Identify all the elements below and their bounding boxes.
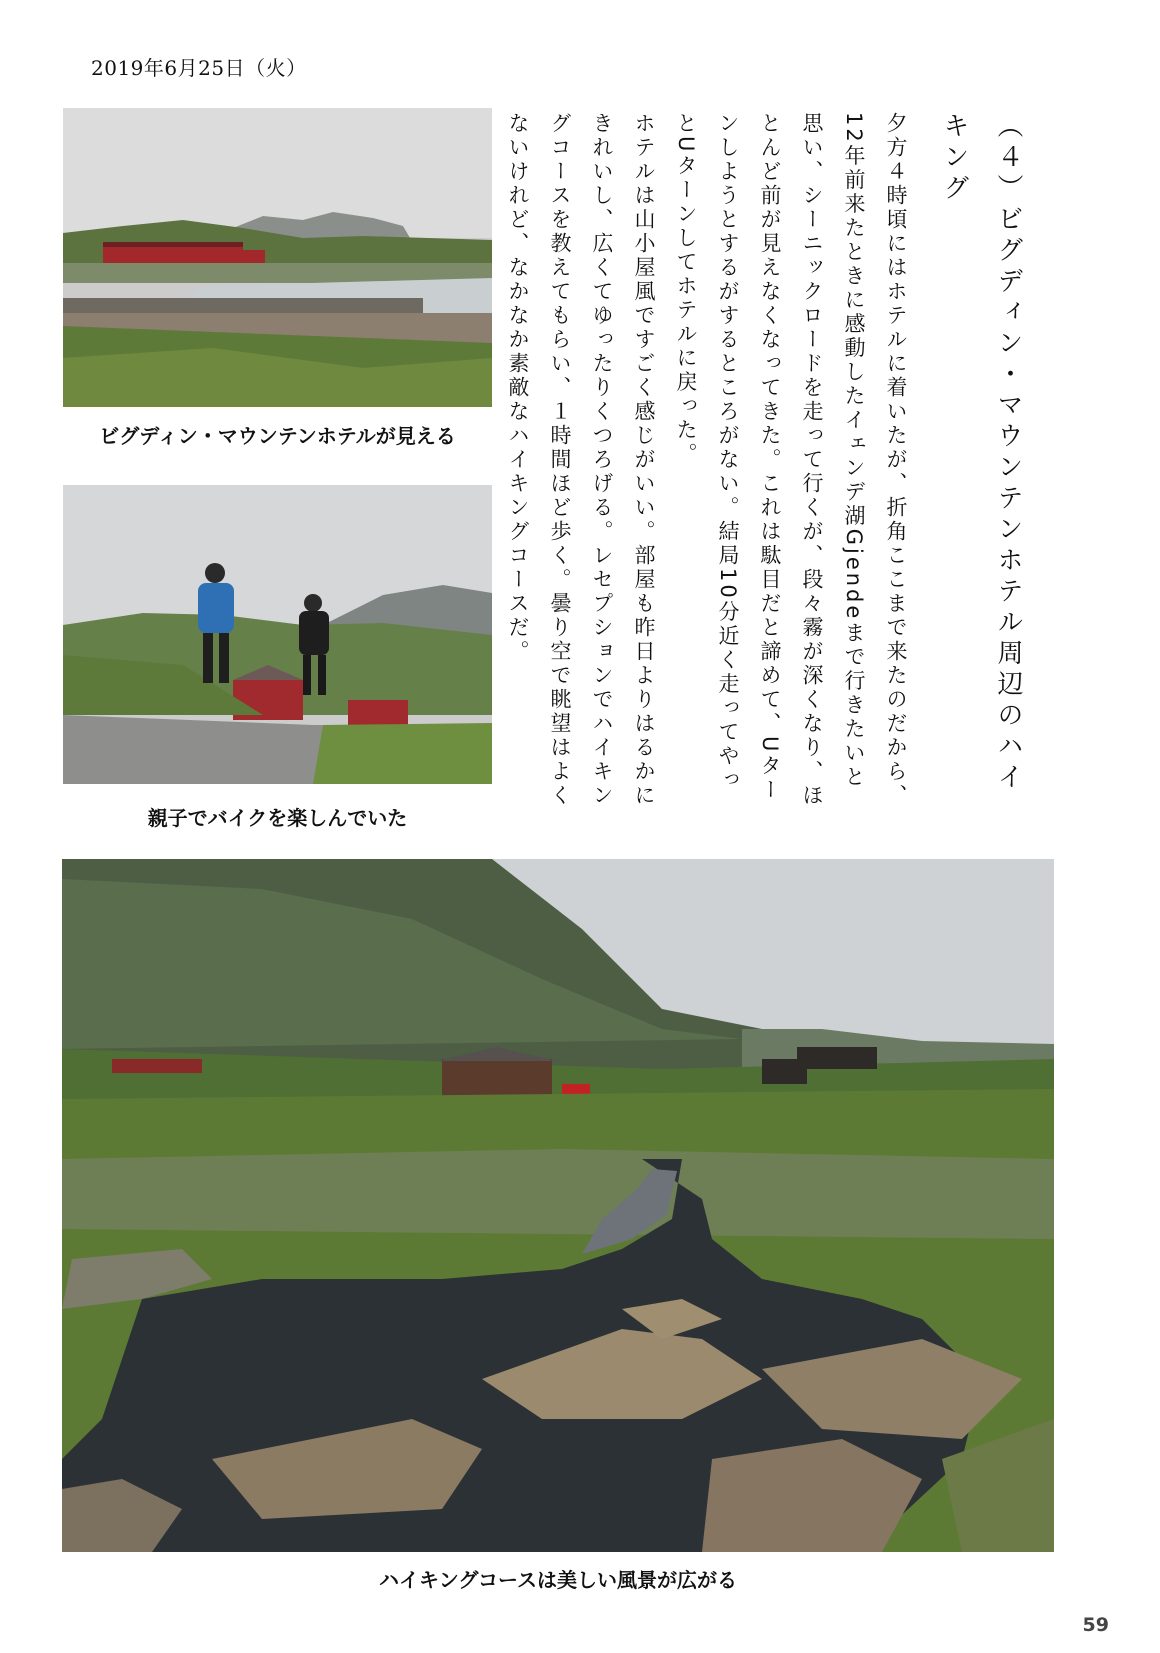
caption-hiking: ハイキングコースは美しい風景が広がる xyxy=(379,1568,737,1592)
article-paragraph-2: ホテルは山小屋風ですごく感じがいい。部屋も昨日よりはるかにきれいし、広くてゆったりくつろげる。レセプションでハイキングコースを教えてもらい、１時間ほど歩く。曇り空で眺望はよくないけれど、なかなか素敵なハイキングコースだ。 xyxy=(506,112,656,808)
hiking-stream-photo xyxy=(62,859,1054,1552)
article-body xyxy=(506,112,1035,812)
date-label: 2019年6月25日（火） xyxy=(91,56,307,80)
article-paragraph-1: 夕方４時頃にはホテルに着いたが、折角ここまで来たのだから、12年前来たときに感動したイェンデ湖Gjendeまで行きたいと思い、シーニックロードを走って行くが、段々霧が深くなり、ほとんど前が見えなくなってきた。これは駄目だと諦めて、Uターンしようとするがするところがない。結局10分近く走ってやっとUターンしてホテルに戻った。 xyxy=(674,112,908,808)
cyclists-photo xyxy=(63,485,492,784)
caption-hotel: ビグディン・マウンテンホテルが見える xyxy=(99,424,456,448)
article-heading: （４）ビグディン・マウンテンホテル周辺のハイキング xyxy=(939,112,1023,794)
page-number: 59 xyxy=(1082,1614,1109,1636)
caption-cyclists: 親子でバイクを楽しんでいた xyxy=(147,806,408,830)
hotel-lake-photo xyxy=(63,108,492,407)
